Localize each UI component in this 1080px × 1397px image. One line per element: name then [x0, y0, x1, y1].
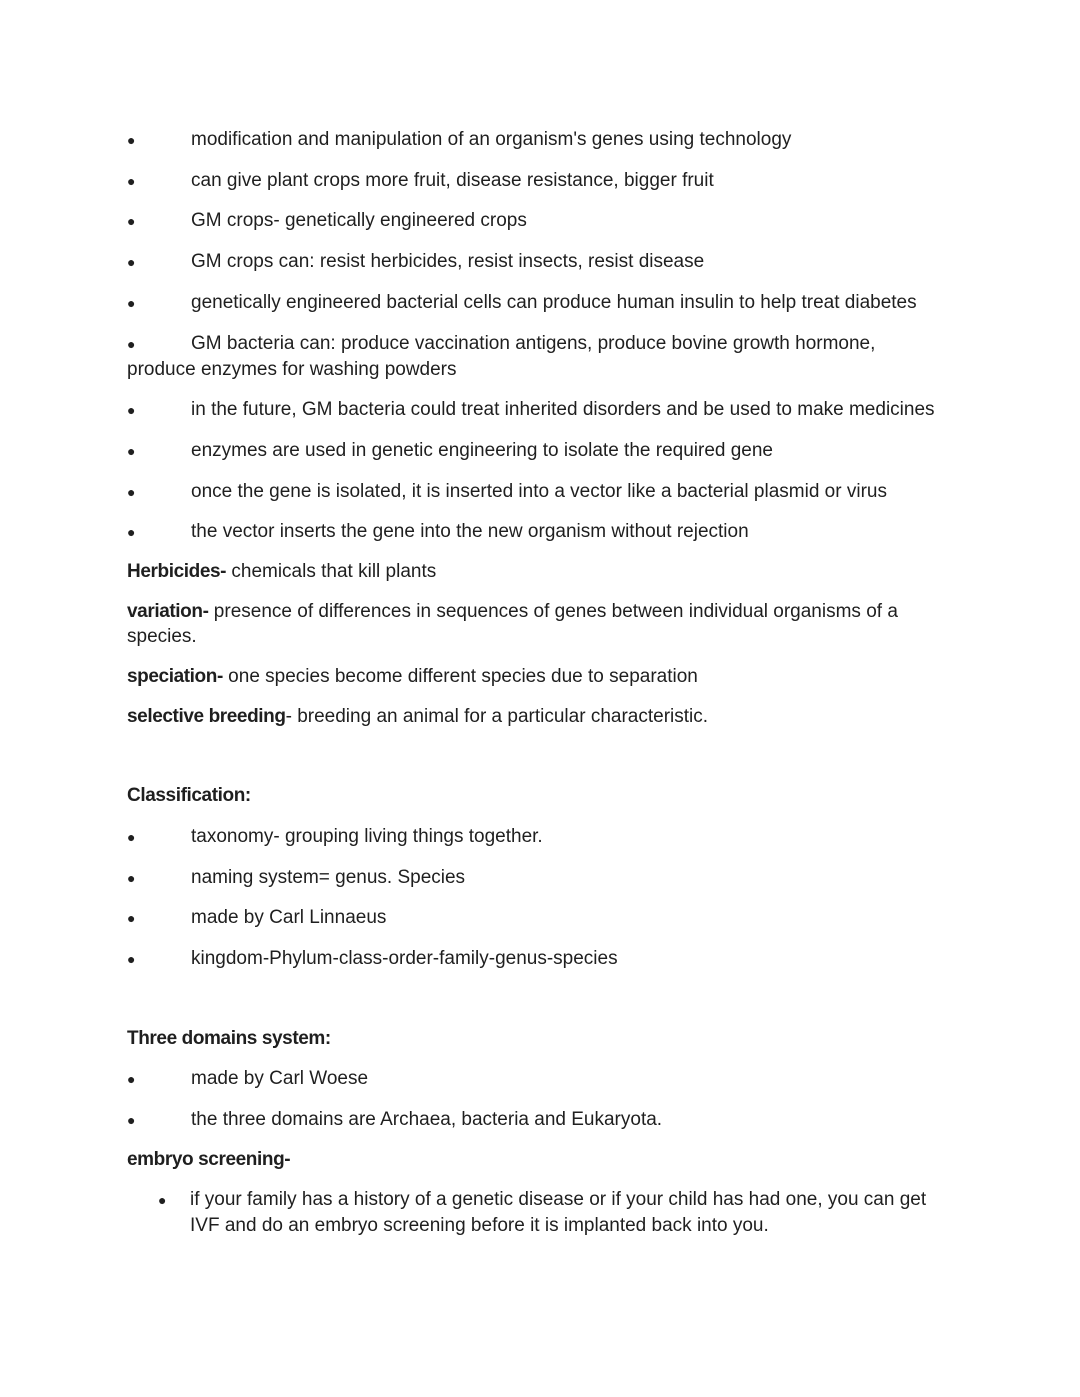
- list-item-text: if your family has a history of a genetic disease or if your child has had one, you can get: [190, 1189, 927, 1210]
- definition-text-continued: species.: [127, 626, 197, 647]
- bullet-icon: ●: [127, 443, 136, 459]
- section-heading-three-domains: Three domains system:: [127, 1028, 331, 1049]
- list-item-text: modification and manipulation of an organism's genes using technology: [191, 129, 792, 150]
- bullet-icon: ●: [127, 1112, 136, 1128]
- definition-term: selective breeding: [127, 706, 286, 727]
- list-item-text: taxonomy- grouping living things together.: [191, 826, 543, 847]
- bullet-icon: ●: [127, 295, 136, 311]
- bullet-icon: ●: [127, 173, 136, 189]
- bullet-icon: ●: [127, 870, 136, 886]
- bullet-icon: ●: [127, 132, 136, 148]
- bullet-icon: ●: [127, 336, 136, 352]
- list-item-text: GM crops- genetically engineered crops: [191, 210, 527, 231]
- list-item: [158, 1187, 958, 1239]
- definition-variation-continued: [127, 624, 967, 650]
- list-item: [127, 331, 957, 383]
- definition-speciation: [127, 664, 967, 690]
- bullet-icon: ●: [127, 402, 136, 418]
- bullet-icon: ●: [158, 1192, 167, 1208]
- list-item-text: in the future, GM bacteria could treat inherited disorders and be used to make medicines: [191, 399, 935, 420]
- list-item-text: kingdom-Phylum-class-order-family-genus-species: [191, 948, 618, 969]
- list-item-text-continued: IVF and do an embryo screening before it is implanted back into you.: [190, 1215, 769, 1236]
- list-item-text: once the gene is isolated, it is inserted into a vector like a bacterial plasmid or virus: [191, 481, 887, 502]
- bullet-icon: ●: [127, 484, 136, 500]
- list-item-text: made by Carl Woese: [191, 1068, 369, 1089]
- definition-text: chemicals that kill plants: [226, 561, 437, 582]
- list-item-text: the vector inserts the gene into the new organism without rejection: [191, 521, 749, 542]
- list-item-text-continued: produce enzymes for washing powders: [127, 359, 457, 380]
- bullet-icon: ●: [127, 254, 136, 270]
- bullet-icon: ●: [127, 829, 136, 845]
- bullet-icon: ●: [127, 951, 136, 967]
- definition-variation: [127, 599, 967, 625]
- definition-herbicides: [127, 559, 967, 585]
- definition-text: presence of differences in sequences of genes between individual organisms of a: [208, 601, 898, 622]
- definition-selective-breeding: [127, 704, 967, 730]
- definition-term: speciation-: [127, 666, 223, 687]
- list-item-text: GM crops can: resist herbicides, resist insects, resist disease: [191, 251, 705, 272]
- definition-text: - breeding an animal for a particular characteristic.: [285, 706, 709, 727]
- definition-text: one species become different species due to separation: [222, 666, 698, 687]
- bullet-icon: ●: [127, 910, 136, 926]
- bullet-icon: ●: [127, 524, 136, 540]
- list-item-text: the three domains are Archaea, bacteria and Eukaryota.: [191, 1109, 663, 1130]
- list-item-text: made by Carl Linnaeus: [191, 907, 387, 928]
- definition-term: Herbicides-: [127, 561, 227, 582]
- section-heading-classification: Classification:: [127, 785, 251, 806]
- bullet-icon: ●: [127, 213, 136, 229]
- definition-term: variation-: [127, 601, 209, 622]
- section-heading-embryo-screening: embryo screening-: [127, 1149, 291, 1170]
- bullet-icon: ●: [127, 1071, 136, 1087]
- list-item-text: GM bacteria can: produce vaccination antigens, produce bovine growth hormone,: [191, 333, 876, 354]
- list-item-text: genetically engineered bacterial cells can produce human insulin to help treat diabetes: [191, 292, 917, 313]
- list-item-text: enzymes are used in genetic engineering to isolate the required gene: [191, 440, 773, 461]
- list-item-text: naming system= genus. Species: [191, 867, 466, 888]
- list-item-text: can give plant crops more fruit, disease resistance, bigger fruit: [191, 170, 714, 191]
